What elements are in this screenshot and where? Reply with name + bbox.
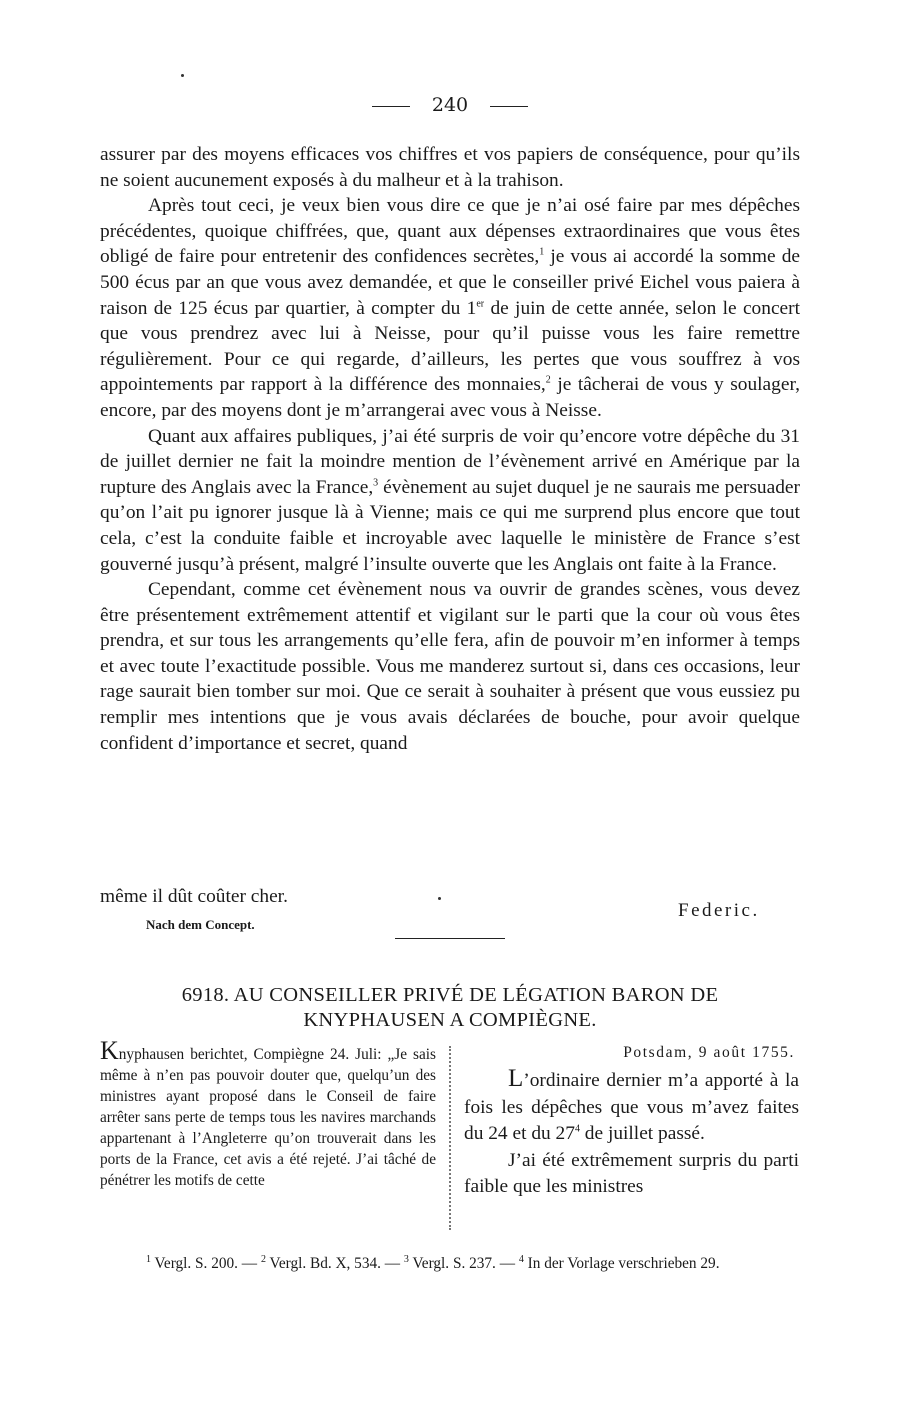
letter-body-column [464, 1042, 799, 1201]
closing-row [100, 884, 800, 921]
header-rule-left [372, 106, 410, 107]
report-summary: Knyphausen berichtet, Compiègne 24. Juli: „Je sais même à n’en pas pouvoir douter que, quelqu’un des ministres ayant proposé dans le Conseil de faire arrêter sans perte de temps tous les navires marchands appartenant à l’Angleterre qu’on trouverait dans les ports de la France, cet avis a été rejeté. J’ai tâché de pénétrer les motifs de cette [100, 1036, 436, 1189]
header-rule-right [490, 106, 528, 107]
signature: Federic. [678, 900, 760, 921]
page-header [0, 92, 900, 118]
ordinal-number: 1 [466, 297, 477, 319]
initial-letter: K [100, 1036, 119, 1065]
initial-letter: L [508, 1065, 524, 1092]
footnote-mark-2: 2 [545, 374, 551, 386]
letter-heading [100, 983, 800, 1033]
stray-ink-dot [181, 74, 184, 77]
main-letter-text [100, 142, 800, 756]
paragraph-3: Quant aux affaires publiques, j’ai été surpris de voir qu’encore votre dépêche du 31 de juillet dernier ne fait la moindre mention de l’évènement arrivé en Amérique par la rupture des Anglais avec la France,$^3$ évènement au sujet duquel je ne saurais me persuader qu’on l’ait pu ignorer jusque là à Vienne; mais ce qui me surprend plus encore que tout cela, c’est la conduite faible et incroyable avec laquelle le ministère de France s’est gouverné jusqu’à présent, malgré l’insulte ouverte que les Anglais ont faite à la France. [100, 425, 800, 575]
ordinal-suffix: er [476, 298, 485, 310]
source-note: Nach dem Concept. [146, 917, 255, 932]
dateline: Potsdam, 9 août 1755. [623, 1044, 795, 1061]
stray-ink-dot-2 [438, 897, 441, 900]
letter-paragraph-2: J’ai été extrêmement surpris du parti faible que les ministres [464, 1149, 799, 1197]
heading-line-2: KNYPHAUSEN A COMPIÈGNE. [303, 1009, 597, 1031]
paragraph-1: assurer par des moyens efficaces vos chiffres et vos papiers de conséquence, pour qu’ils ne soient aucunement exposés à du malheur et à la trahison. [100, 144, 800, 191]
footnote-mark-3: 3 [373, 477, 379, 489]
paragraph-4: Cependant, comme cet évènement nous va ouvrir de grandes scènes, vous devez être présentement extrêmement attentif et vigilant sur le parti que la cour où vous êtes prendra, et sur tous les arrangements qu’elle fera, afin de pouvoir m’en informer à temps et avec toute l’exactitude possible. Vous me manderez surtout si, dans ces occasions, leur rage saurait bien tomber sur moi. Que ce serait à souhaiter à présent que vous eussiez pu remplir mes intentions que je vous avais déclarées de bouche, pour avoir quelque confident d’importance et secret, quand [100, 579, 800, 754]
column-divider [449, 1046, 451, 1230]
letter-paragraph-1: L’ordinaire dernier m’a apporté à la fois les dépêches que vous m’avez faites du 24 et du $27^4$ de juillet passé. [464, 1065, 799, 1144]
footnotes: $^1$ Vergl. S. 200. — $^2$ Vergl. Bd. X, 534. — $^3$ Vergl. S. 237. — $^4$ In der Vorlage verschrieben 29. [146, 1253, 720, 1272]
footnote-mark-1: 1 [539, 246, 545, 258]
page-number: 240 [431, 94, 469, 116]
section-divider [395, 938, 505, 939]
footnote-mark-4: 4 [574, 1123, 580, 1135]
heading-line-1: 6918. AU CONSEILLER PRIVÉ DE LÉGATION BARON DE [181, 984, 719, 1006]
paragraph-2: Après tout ceci, je veux bien vous dire ce que je n’ai osé faire par mes dépêches précédentes, quoique chiffrées, que, quant aux dépenses extraordinaires que vous êtes obligé de faire pour entretenir des confidences secrètes,$^1$ je vous ai accordé la somme de 500 écus par an que vous avez demandée, et que le conseiller privé Eichel vous paiera à raison de 125 écus par quartier, à compter du 1er de juin de cette année, selon le concert que vous prendrez avec lui à Neisse, pour qu’il puisse vous les faire remettre régulièrement. Pour ce qui regarde, d’ailleurs, les pertes que vous souffrez à vos appointements par rapport à la différence des monnaies,$^2$ je tâcherai de vous y soulager, encore, par des moyens dont je m’arrangerai avec vous à Neisse. [100, 195, 800, 421]
closing-line: même il dût coûter cher. [100, 886, 288, 907]
report-summary-column [100, 1036, 436, 1191]
